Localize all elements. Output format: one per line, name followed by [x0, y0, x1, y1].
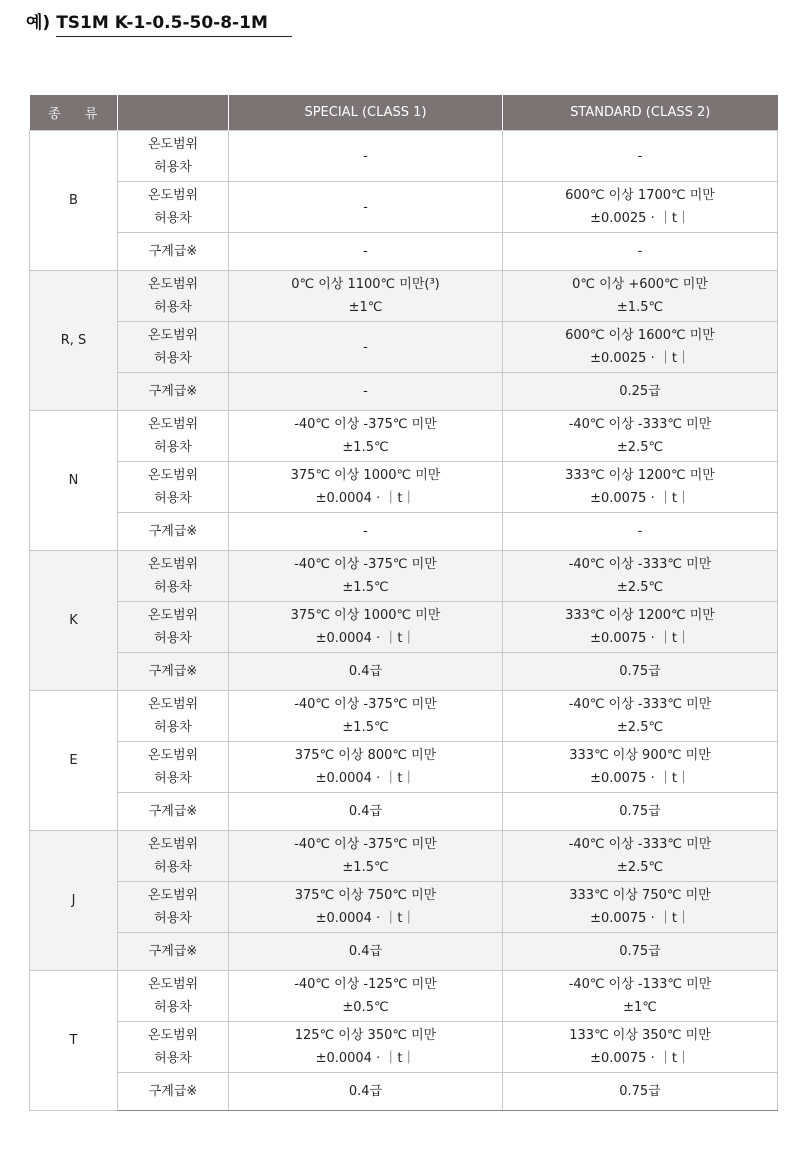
- special-value: [229, 691, 503, 742]
- row-label-line: 허용차: [154, 860, 192, 875]
- table-row: [30, 742, 778, 793]
- row-label-line: 온도범위: [147, 328, 199, 343]
- row-label: [118, 322, 229, 373]
- row-label: [118, 1022, 229, 1073]
- standard-value-line: 133℃ 이상 350℃ 미만: [569, 1028, 711, 1043]
- standard-value-line: 0.75급: [619, 804, 661, 819]
- row-label-line: 허용차: [154, 720, 192, 735]
- special-value-line: 0.4급: [348, 1084, 383, 1099]
- table-header-row: [30, 95, 778, 131]
- standard-value-line: -40℃ 이상 -133℃ 미만: [568, 977, 712, 992]
- special-value-line: ±1.5℃: [342, 440, 389, 455]
- table-row: [30, 411, 778, 462]
- standard-value-line: -40℃ 이상 -333℃ 미만: [568, 417, 712, 432]
- standard-value-line: 0.25급: [619, 384, 661, 399]
- standard-value: [503, 271, 778, 322]
- standard-value-line: ±0.0075 · ｜t｜: [590, 1051, 690, 1066]
- standard-value-line: 333℃ 이상 1200℃ 미만: [565, 608, 715, 623]
- standard-value: [503, 551, 778, 602]
- thermocouple-type: R, S: [30, 271, 118, 411]
- special-value-line: 375℃ 이상 750℃ 미만: [294, 888, 437, 903]
- special-value: [229, 971, 503, 1022]
- standard-value-line: ±2.5℃: [616, 580, 664, 595]
- table-row: [30, 831, 778, 882]
- standard-value: [503, 831, 778, 882]
- special-value-line: ±0.5℃: [342, 1000, 389, 1015]
- header-kind: 종 류: [30, 95, 118, 131]
- thermocouple-type: N: [30, 411, 118, 551]
- special-value: [229, 462, 503, 513]
- row-label-line: 온도범위: [147, 188, 199, 203]
- special-value-line: 0℃ 이상 1100℃ 미만(³): [291, 277, 440, 292]
- standard-value-line: -40℃ 이상 -333℃ 미만: [568, 837, 712, 852]
- special-value-line: -40℃ 이상 -125℃ 미만: [294, 977, 437, 992]
- standard-value-line: ±2.5℃: [616, 860, 664, 875]
- thermocouple-type: B: [30, 131, 118, 271]
- standard-value-line: 600℃ 이상 1600℃ 미만: [565, 328, 715, 343]
- standard-value-line: 600℃ 이상 1700℃ 미만: [565, 188, 715, 203]
- row-label-line: 허용차: [154, 440, 192, 455]
- row-label-line: 온도범위: [147, 977, 199, 992]
- row-label: [118, 131, 229, 182]
- special-value: [229, 793, 503, 831]
- special-value-line: ±0.0004 · ｜t｜: [315, 1051, 416, 1066]
- special-value: [229, 271, 503, 322]
- row-label: [118, 882, 229, 933]
- table-row: [30, 233, 778, 271]
- special-value-line: -40℃ 이상 -375℃ 미만: [294, 697, 437, 712]
- row-label: [118, 551, 229, 602]
- row-label-line: 온도범위: [147, 608, 199, 623]
- special-value-line: ±1℃: [348, 300, 383, 315]
- table-row: [30, 551, 778, 602]
- special-value-line: 0.4급: [348, 944, 383, 959]
- row-label-line: 허용차: [154, 911, 192, 926]
- row-label: [118, 831, 229, 882]
- special-value: [229, 551, 503, 602]
- table-row: [30, 933, 778, 971]
- row-label-line: 구계급※: [148, 384, 198, 399]
- row-label-line: 온도범위: [147, 137, 199, 152]
- special-value: [229, 831, 503, 882]
- row-label-line: 구계급※: [148, 804, 198, 819]
- table-row: [30, 373, 778, 411]
- row-label: [118, 933, 229, 971]
- standard-value: [503, 411, 778, 462]
- row-label-line: 구계급※: [148, 664, 198, 679]
- tolerance-table: [29, 95, 778, 1111]
- special-value-line: ±0.0004 · ｜t｜: [315, 631, 416, 646]
- row-label: [118, 793, 229, 831]
- standard-value-line: ±0.0025 · ｜t｜: [590, 351, 690, 366]
- special-value: [229, 131, 503, 182]
- standard-value-line: -40℃ 이상 -333℃ 미만: [568, 697, 712, 712]
- standard-value-line: 0℃ 이상 +600℃ 미만: [572, 277, 708, 292]
- row-label-line: 온도범위: [147, 468, 199, 483]
- row-label-line: 온도범위: [147, 1028, 199, 1043]
- special-value-line: 0.4급: [348, 804, 383, 819]
- standard-value: [503, 602, 778, 653]
- row-label-line: 허용차: [154, 160, 192, 175]
- table-row: [30, 462, 778, 513]
- special-value-line: ±1.5℃: [342, 860, 389, 875]
- special-value-line: 375℃ 이상 800℃ 미만: [294, 748, 437, 763]
- special-value-line: 125℃ 이상 350℃ 미만: [294, 1028, 437, 1043]
- special-value-line: -40℃ 이상 -375℃ 미만: [294, 837, 437, 852]
- special-value-line: ±1.5℃: [342, 580, 389, 595]
- row-label-line: 구계급※: [148, 244, 198, 259]
- row-label-line: 허용차: [154, 580, 192, 595]
- special-value-line: ±0.0004 · ｜t｜: [315, 491, 416, 506]
- row-label: [118, 182, 229, 233]
- table-row: [30, 513, 778, 551]
- standard-value: [503, 462, 778, 513]
- table-row: [30, 1022, 778, 1073]
- row-label: [118, 971, 229, 1022]
- table-row: [30, 271, 778, 322]
- standard-value: [503, 1022, 778, 1073]
- row-label-line: 온도범위: [147, 697, 199, 712]
- thermocouple-type: T: [30, 971, 118, 1111]
- row-label: [118, 411, 229, 462]
- row-label-line: 허용차: [154, 1000, 192, 1015]
- table-row: [30, 971, 778, 1022]
- standard-value-line: 0.75급: [619, 664, 661, 679]
- row-label: [118, 602, 229, 653]
- row-label: [118, 373, 229, 411]
- standard-value-line: 0.75급: [619, 944, 661, 959]
- standard-value: [503, 742, 778, 793]
- special-value-line: -: [363, 384, 368, 399]
- table-row: [30, 322, 778, 373]
- table-row: [30, 602, 778, 653]
- row-label-line: 온도범위: [147, 837, 199, 852]
- example-prefix: 예): [26, 13, 51, 33]
- standard-value-line: ±1℃: [623, 1000, 657, 1015]
- row-label-line: 허용차: [154, 771, 192, 786]
- standard-value-line: 333℃ 이상 900℃ 미만: [569, 748, 711, 763]
- standard-value: [503, 971, 778, 1022]
- row-label-line: 허용차: [154, 351, 192, 366]
- standard-value-line: -40℃ 이상 -333℃ 미만: [568, 557, 712, 572]
- example-code: TS1M K-1-0.5-50-8-1M: [56, 13, 292, 37]
- row-label: [118, 462, 229, 513]
- standard-value: [503, 322, 778, 373]
- row-label: [118, 271, 229, 322]
- special-value: [229, 653, 503, 691]
- row-label: [118, 653, 229, 691]
- special-value-line: -40℃ 이상 -375℃ 미만: [294, 417, 437, 432]
- row-label-line: 온도범위: [147, 557, 199, 572]
- special-value-line: -40℃ 이상 -375℃ 미만: [294, 557, 437, 572]
- standard-value: [503, 1073, 778, 1111]
- standard-value: [503, 513, 778, 551]
- row-label-line: 허용차: [154, 300, 192, 315]
- special-value-line: -: [363, 199, 368, 215]
- special-value: [229, 233, 503, 271]
- thermocouple-type: E: [30, 691, 118, 831]
- standard-value-line: ±0.0075 · ｜t｜: [590, 491, 690, 506]
- special-value: [229, 602, 503, 653]
- standard-value: [503, 793, 778, 831]
- row-label-line: 온도범위: [147, 888, 199, 903]
- standard-value-line: -: [637, 148, 643, 164]
- thermocouple-type: J: [30, 831, 118, 971]
- special-value-line: 375℃ 이상 1000℃ 미만: [290, 468, 441, 483]
- special-value: [229, 933, 503, 971]
- standard-value: [503, 182, 778, 233]
- standard-value: [503, 131, 778, 182]
- standard-value-line: ±0.0075 · ｜t｜: [590, 771, 690, 786]
- row-label-line: 허용차: [154, 491, 192, 506]
- thermocouple-type: K: [30, 551, 118, 691]
- standard-value-line: -: [637, 524, 643, 539]
- standard-value-line: 333℃ 이상 1200℃ 미만: [565, 468, 715, 483]
- standard-value-line: ±0.0075 · ｜t｜: [590, 631, 690, 646]
- special-value-line: -: [363, 148, 368, 164]
- special-value: [229, 182, 503, 233]
- row-label-line: 허용차: [154, 1051, 192, 1066]
- header-standard: STANDARD (CLASS 2): [503, 95, 778, 131]
- row-label-line: 온도범위: [147, 417, 199, 432]
- special-value: [229, 1073, 503, 1111]
- standard-value-line: ±0.0025 · ｜t｜: [590, 211, 690, 226]
- standard-value: [503, 233, 778, 271]
- standard-value: [503, 882, 778, 933]
- table-row: [30, 793, 778, 831]
- special-value-line: ±0.0004 · ｜t｜: [315, 911, 416, 926]
- row-label: [118, 233, 229, 271]
- row-label: [118, 691, 229, 742]
- row-label: [118, 513, 229, 551]
- special-value: [229, 411, 503, 462]
- table-row: [30, 691, 778, 742]
- table-row: [30, 653, 778, 691]
- special-value: [229, 882, 503, 933]
- special-value-line: -: [363, 524, 368, 539]
- row-label-line: 구계급※: [148, 524, 198, 539]
- special-value: [229, 322, 503, 373]
- special-value-line: 375℃ 이상 1000℃ 미만: [290, 608, 441, 623]
- row-label-line: 허용차: [154, 631, 192, 646]
- special-value-line: -: [363, 339, 368, 355]
- standard-value-line: ±1.5℃: [616, 300, 664, 315]
- table-row: [30, 882, 778, 933]
- special-value-line: ±0.0004 · ｜t｜: [315, 771, 416, 786]
- header-blank: [118, 95, 229, 131]
- standard-value: [503, 933, 778, 971]
- special-value: [229, 513, 503, 551]
- standard-value-line: 333℃ 이상 750℃ 미만: [569, 888, 711, 903]
- table-body: [30, 131, 778, 1111]
- standard-value-line: ±2.5℃: [616, 720, 664, 735]
- standard-value: [503, 653, 778, 691]
- special-value-line: -: [363, 244, 368, 259]
- special-value: [229, 742, 503, 793]
- table-row: [30, 131, 778, 182]
- special-value-line: 0.4급: [348, 664, 383, 679]
- special-value-line: ±1.5℃: [342, 720, 389, 735]
- row-label: [118, 742, 229, 793]
- special-value: [229, 1022, 503, 1073]
- header-special: SPECIAL (CLASS 1): [229, 95, 503, 131]
- row-label: [118, 1073, 229, 1111]
- standard-value-line: ±0.0075 · ｜t｜: [590, 911, 690, 926]
- row-label-line: 구계급※: [148, 1084, 198, 1099]
- special-value: [229, 373, 503, 411]
- standard-value: [503, 691, 778, 742]
- standard-value: [503, 373, 778, 411]
- row-label-line: 온도범위: [147, 277, 199, 292]
- standard-value-line: -: [637, 244, 643, 259]
- table-row: [30, 182, 778, 233]
- table-row: [30, 1073, 778, 1111]
- standard-value-line: 0.75급: [619, 1084, 661, 1099]
- row-label-line: 온도범위: [147, 748, 199, 763]
- row-label-line: 구계급※: [148, 944, 198, 959]
- standard-value-line: ±2.5℃: [616, 440, 664, 455]
- row-label-line: 허용차: [154, 211, 192, 226]
- example-line: [26, 8, 292, 37]
